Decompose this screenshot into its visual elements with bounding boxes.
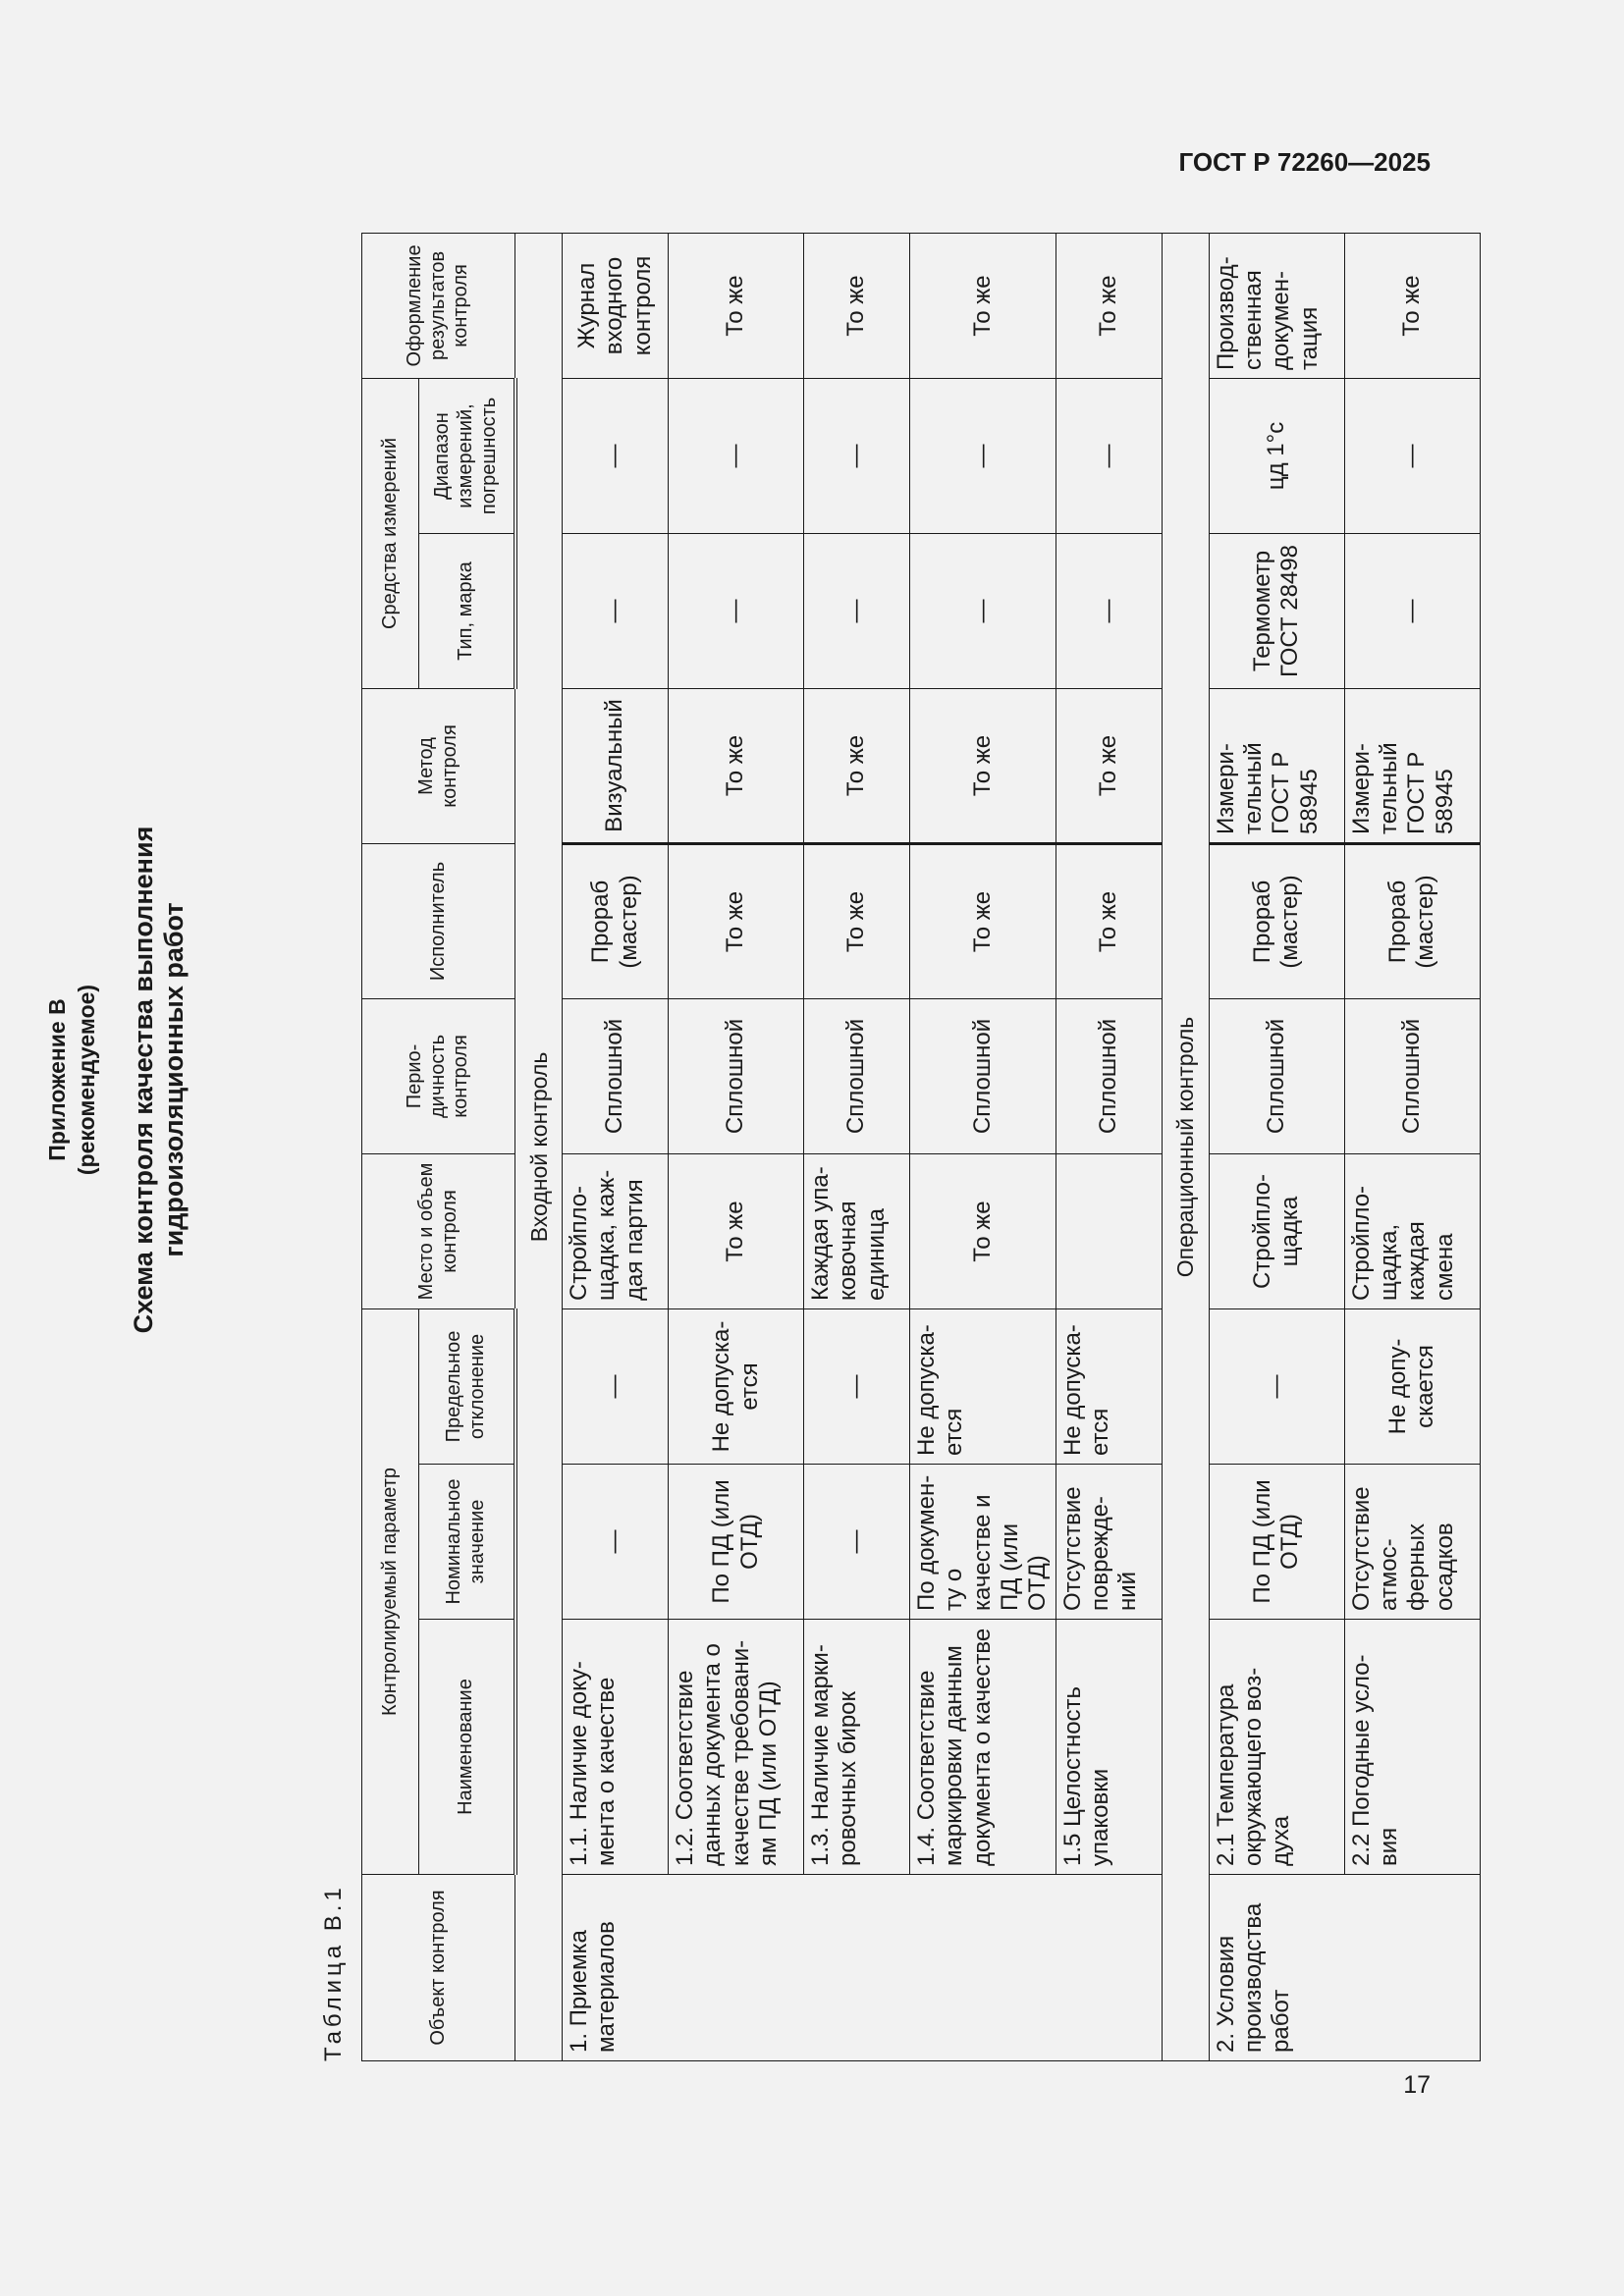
executor: То же bbox=[1056, 843, 1162, 998]
measurement-range: — bbox=[563, 378, 669, 533]
section-title-operational: Операционный контроль bbox=[1162, 233, 1209, 2060]
executor: То же bbox=[910, 843, 1056, 998]
method: То же bbox=[804, 688, 910, 843]
header-range: Диапазон измерений, погрешность bbox=[419, 378, 515, 533]
table-caption: Таблица В.1 bbox=[320, 1884, 347, 2061]
result-record: То же bbox=[804, 233, 910, 378]
param-name: 2.2 Погодные условия bbox=[1344, 1620, 1480, 1875]
deviation: — bbox=[804, 1308, 910, 1464]
instrument-type: — bbox=[910, 533, 1056, 688]
periodicity: Сплошной bbox=[1209, 998, 1344, 1153]
annex-title: Приложение В bbox=[44, 998, 70, 1161]
instrument-type: — bbox=[1344, 533, 1480, 688]
deviation: Не допускается bbox=[910, 1308, 1056, 1464]
method: То же bbox=[669, 688, 804, 843]
instrument-type: Термометр ГОСТ 28498 bbox=[1209, 533, 1344, 688]
header-nominal: Номинальное значение bbox=[419, 1465, 515, 1620]
header-place: Место и объем контроля bbox=[362, 1153, 515, 1308]
nominal-value: По документу о качестве и ПД (или ОТД) bbox=[910, 1465, 1056, 1620]
object-cell: 1. Приемка материалов bbox=[563, 1875, 1163, 2061]
annex-status: (рекомендуемое) bbox=[74, 984, 99, 1176]
nominal-value: По ПД (или ОТД) bbox=[1209, 1465, 1344, 1620]
executor: То же bbox=[804, 843, 910, 998]
instrument-type: — bbox=[804, 533, 910, 688]
periodicity: Сплошной bbox=[910, 998, 1056, 1153]
annex-headings bbox=[44, 736, 189, 1423]
place-volume: Каждая упаковочная единица bbox=[804, 1153, 910, 1308]
scheme-title: Схема контроля качества выполнения гидроизоляционных работ bbox=[129, 826, 189, 1334]
result-record: Производственная документация bbox=[1209, 233, 1344, 378]
method: Измерительный ГОСТ Р 58945 bbox=[1209, 688, 1344, 843]
periodicity: Сплошной bbox=[1344, 998, 1480, 1153]
header-method: Метод контроля bbox=[362, 688, 515, 843]
result-record: Журнал входного контроля bbox=[563, 233, 669, 378]
method: То же bbox=[1056, 688, 1162, 843]
nominal-value: — bbox=[804, 1465, 910, 1620]
deviation: — bbox=[563, 1308, 669, 1464]
param-name: 1.4. Соответствие маркировки данным документа о качестве bbox=[910, 1620, 1056, 1875]
measurement-range: — bbox=[804, 378, 910, 533]
page-number: 17 bbox=[1403, 2071, 1431, 2099]
document-code: ГОСТ Р 72260—2025 bbox=[1178, 147, 1431, 177]
quality-control-table bbox=[361, 233, 1481, 2061]
result-record: То же bbox=[910, 233, 1056, 378]
nominal-value: По ПД (или ОТД) bbox=[669, 1465, 804, 1620]
measurement-range: — bbox=[1344, 378, 1480, 533]
param-name: 1.3. Наличие маркировочных бирок bbox=[804, 1620, 910, 1875]
executor: Прораб (мастер) bbox=[1344, 843, 1480, 998]
deviation: — bbox=[1209, 1308, 1344, 1464]
instrument-type: — bbox=[563, 533, 669, 688]
method: Измерительный ГОСТ Р 58945 bbox=[1344, 688, 1480, 843]
deviation: Не допускается bbox=[1344, 1308, 1480, 1464]
instrument-type: — bbox=[1056, 533, 1162, 688]
executor: То же bbox=[669, 843, 804, 998]
place-volume: Стройплощадка, каждая партия bbox=[563, 1153, 669, 1308]
header-period: Периодичность контроля bbox=[362, 998, 515, 1153]
measurement-range: — bbox=[1056, 378, 1162, 533]
param-name: 2.1 Температура окружающего воздуха bbox=[1209, 1620, 1344, 1875]
header-record: Оформление результатов контроля bbox=[362, 233, 515, 378]
periodicity: Сплошной bbox=[563, 998, 669, 1153]
param-name: 1.5 Целостность упаковки bbox=[1056, 1620, 1162, 1875]
measurement-range: цд 1°с bbox=[1209, 378, 1344, 533]
header-means: Средства измерений bbox=[362, 378, 419, 688]
periodicity: Сплошной bbox=[804, 998, 910, 1153]
header-controlled-param: Контролируемый параметр bbox=[362, 1308, 419, 1874]
param-name: 1.1. Наличие документа о качестве bbox=[563, 1620, 669, 1875]
place-volume: Стройплощадка bbox=[1209, 1153, 1344, 1308]
executor: Прораб (мастер) bbox=[1209, 843, 1344, 998]
place-volume: То же bbox=[910, 1153, 1056, 1308]
param-name: 1.2. Соответствие данных документа о качестве требованиям ПД (или ОТД) bbox=[669, 1620, 804, 1875]
nominal-value: Отсутствие атмосферных осадков bbox=[1344, 1465, 1480, 1620]
rotated-table-container bbox=[291, 236, 1458, 2061]
measurement-range: — bbox=[910, 378, 1056, 533]
result-record: То же bbox=[669, 233, 804, 378]
result-record: То же bbox=[1344, 233, 1480, 378]
header-name: Наименование bbox=[419, 1620, 515, 1875]
place-volume: То же bbox=[669, 1153, 804, 1308]
periodicity: Сплошной bbox=[669, 998, 804, 1153]
periodicity: Сплошной bbox=[1056, 998, 1162, 1153]
place-volume: Стройплощадка, каждая смена bbox=[1344, 1153, 1480, 1308]
nominal-value: — bbox=[563, 1465, 669, 1620]
instrument-type: — bbox=[669, 533, 804, 688]
executor: Прораб (мастер) bbox=[563, 843, 669, 998]
result-record: То же bbox=[1056, 233, 1162, 378]
deviation: Не допускается bbox=[1056, 1308, 1162, 1464]
section-title-input: Входной контроль bbox=[515, 233, 563, 2060]
header-deviation: Предельное отклонение bbox=[419, 1308, 515, 1464]
header-executor: Исполнитель bbox=[362, 843, 515, 998]
method: Визуальный bbox=[563, 688, 669, 843]
measurement-range: — bbox=[669, 378, 804, 533]
header-object: Объект контроля bbox=[362, 1875, 515, 2061]
place-volume bbox=[1056, 1153, 1162, 1308]
method: То же bbox=[910, 688, 1056, 843]
nominal-value: Отсутствие повреждений bbox=[1056, 1465, 1162, 1620]
deviation: Не допускается bbox=[669, 1308, 804, 1464]
object-cell: 2. Условия производства работ bbox=[1209, 1875, 1480, 2061]
header-type: Тип, марка bbox=[419, 533, 515, 688]
